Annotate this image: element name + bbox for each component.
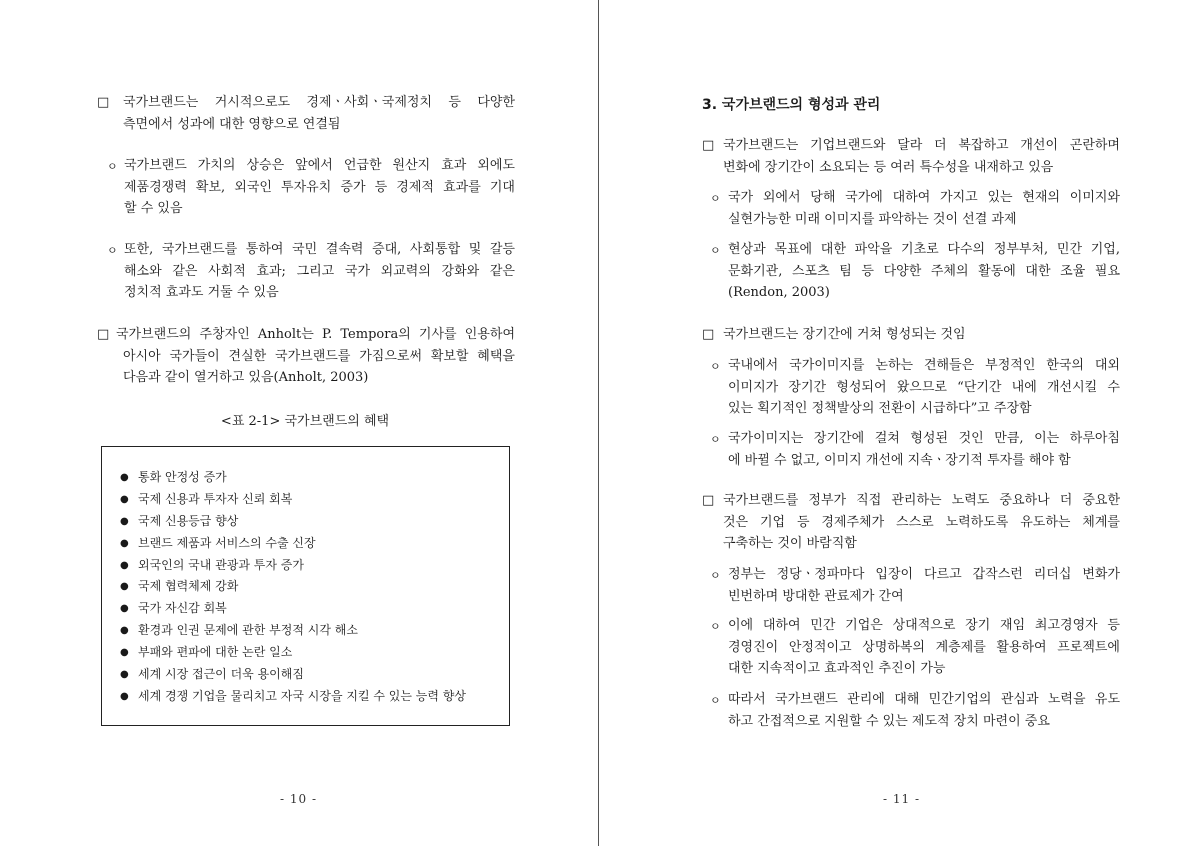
circle-bullet-icon: ㅇ <box>710 569 721 582</box>
bullet-dot-icon: ● <box>120 603 129 615</box>
text-line: 대한 지속적이고 효과적인 추진이 가능 <box>728 661 946 676</box>
bullet-dot-icon: ● <box>120 472 129 483</box>
bullet-dot-icon: ● <box>120 559 129 571</box>
text-line: 에 바뀔 수 없고, 이미지 개선에 지속ㆍ장기적 투자를 해야 함 <box>728 452 1071 468</box>
list-item: ● 부패와 편파에 대한 논란 일소 <box>120 642 466 664</box>
circle-bullet-icon: ㅇ <box>107 244 118 257</box>
text-line: 실현가능한 미래 이미지를 파악하는 것이 선결 과제 <box>728 211 1017 227</box>
page-number: - 11 - <box>883 792 921 806</box>
circle-bullet-icon: ㅇ <box>710 244 721 257</box>
text-line: 현상과 목표에 대한 파악을 기초로 다수의 정부부처, 민간 기업, <box>728 242 1120 257</box>
list-item: ● 세계 시장 접근이 더욱 용이해짐 <box>120 664 466 686</box>
text-line: 정부는 정당ㆍ정파마다 입장이 다르고 갑작스런 리더십 변화가 <box>728 567 1120 582</box>
paragraph-circle <box>710 239 1120 304</box>
text-line: 다음과 같이 열거하고 있음(Anholt, 2003) <box>123 370 369 385</box>
text-line: 국가브랜드의 주창자인 Anholt는 P. Tempora의 기사를 인용하여 <box>116 327 515 342</box>
bullet-dot-icon: ● <box>120 690 129 702</box>
square-bullet-icon: □ <box>702 493 715 508</box>
page-number: - 10 - <box>280 792 318 806</box>
square-bullet-icon: □ <box>702 138 715 153</box>
square-bullet-icon: □ <box>702 327 715 342</box>
list-item: ● 브랜드 제품과 서비스의 수출 신장 <box>120 533 466 555</box>
text-line: 국가이미지는 장기간에 걸쳐 형성된 것인 만큼, 이는 하루아침 <box>728 431 1120 446</box>
list-item: ● 환경과 인권 문제에 관한 부정적 시각 해소 <box>120 620 466 642</box>
bullet-dot-icon: ● <box>120 537 129 549</box>
text-line: 측면에서 성과에 대한 영향으로 연결됨 <box>123 116 341 132</box>
paragraph-circle <box>710 564 1120 607</box>
text-line: 이미지가 장기간 형성되어 왔으므로 “단기간 내에 개선시킬 수 <box>728 379 1120 395</box>
text-line: 할 수 있음 <box>124 201 183 216</box>
paragraph-circle <box>107 239 515 304</box>
paragraph-circle <box>107 155 515 220</box>
paragraph-circle <box>710 689 1120 732</box>
text-line: 국가브랜드는 장기간에 거쳐 형성되는 것임 <box>723 327 966 342</box>
page-left <box>0 0 598 846</box>
section-heading: 3. 국가브랜드의 형성과 관리 <box>702 97 881 113</box>
page-right <box>600 0 1201 846</box>
list-item: ● 국가 자신감 회복 <box>120 598 466 620</box>
circle-bullet-icon: ㅇ <box>710 192 721 205</box>
text-line: 것은 기업 등 경제주체가 스스로 노력하도록 유도하는 체계를 <box>723 514 1120 530</box>
text-line: 하고 간접적으로 지원할 수 있는 제도적 장치 마련이 중요 <box>728 713 1050 729</box>
paragraph-circle <box>710 187 1120 230</box>
paragraph-square <box>702 490 1120 555</box>
circle-bullet-icon: ㅇ <box>710 433 721 446</box>
text-line: 해소와 같은 사회적 효과; 그리고 국가 외교력의 강화와 같은 <box>124 263 515 279</box>
page-divider <box>598 0 599 846</box>
paragraph-square <box>97 92 515 135</box>
paragraph-square <box>97 324 515 389</box>
text-line: 변화에 장기간이 소요되는 등 여러 특수성을 내재하고 있음 <box>723 159 1054 175</box>
bullet-dot-icon: ● <box>120 669 129 681</box>
text-line: 따라서 국가브랜드 관리에 대해 민간기업의 관심과 노력을 유도 <box>728 692 1120 707</box>
text-line: 국내에서 국가이미지를 논하는 견해들은 부정적인 한국의 대외 <box>728 358 1120 373</box>
circle-bullet-icon: ㅇ <box>710 620 721 633</box>
text-line: 또한, 국가브랜드를 통하여 국민 결속력 증대, 사회통합 및 갈등 <box>124 242 515 257</box>
text-line: 국가브랜드는 기업브랜드와 달라 더 복잡하고 개선이 곤란하며 <box>723 138 1120 153</box>
list-item: ● 세계 경쟁 기업을 물리치고 자국 시장을 지킬 수 있는 능력 향상 <box>120 686 466 708</box>
square-bullet-icon: □ <box>97 327 110 342</box>
text-line: 경영진이 안정적이고 상명하복의 계층제를 활용하여 프로젝트에 <box>728 639 1120 655</box>
text-line: 국가브랜드 가치의 상승은 앞에서 언급한 원산지 효과 외에도 <box>124 158 515 173</box>
table-caption: <표 2-1> 국가브랜드의 혜택 <box>220 414 390 429</box>
paragraph-circle <box>710 615 1120 680</box>
circle-bullet-icon: ㅇ <box>107 160 118 173</box>
paragraph-circle <box>710 355 1120 420</box>
bullet-dot-icon: ● <box>120 647 129 659</box>
list-item: ● 국제 협력체제 강화 <box>120 576 466 598</box>
paragraph-square <box>702 324 1120 346</box>
list-item: ● 통화 안정성 증가 <box>120 467 466 489</box>
text-line: 문화기관, 스포츠 팀 등 다양한 주체의 활동에 대한 조율 필요 <box>728 263 1120 279</box>
text-line: 국가브랜드를 정부가 직접 관리하는 노력도 중요하나 더 중요한 <box>723 493 1120 508</box>
text-line: (Rendon, 2003) <box>728 285 830 300</box>
bullet-dot-icon: ● <box>120 625 129 637</box>
list-item: ● 국제 신용등급 향상 <box>120 511 466 533</box>
bullet-dot-icon: ● <box>120 581 129 593</box>
circle-bullet-icon: ㅇ <box>710 694 721 707</box>
list-item: ● 국제 신용과 투자자 신뢰 회복 <box>120 489 466 511</box>
text-line: 제품경쟁력 확보, 외국인 투자유치 증가 등 경제적 효과를 기대 <box>124 179 515 195</box>
text-line: 있는 획기적인 정책발상의 전환이 시급하다”고 주장함 <box>728 401 1032 416</box>
text-line: 구축하는 것이 바람직함 <box>723 536 857 551</box>
list-item: ● 외국인의 국내 관광과 투자 증가 <box>120 555 466 577</box>
text-line: 이에 대하여 민간 기업은 상대적으로 장기 재임 최고경영자 등 <box>728 618 1120 633</box>
text-line: 아시아 국가들이 견실한 국가브랜드를 가짐으로써 확보할 혜택을 <box>123 348 515 364</box>
paragraph-circle <box>710 428 1120 471</box>
paragraph-square <box>702 135 1120 178</box>
text-line: 정치적 효과도 거둘 수 있음 <box>124 285 279 300</box>
text-line: 국가브랜드는 거시적으로도 경제ㆍ사회ㆍ국제정치 등 다양한 <box>123 95 515 110</box>
square-bullet-icon: □ <box>97 95 110 110</box>
circle-bullet-icon: ㅇ <box>710 360 721 373</box>
text-line: 빈번하며 방대한 관료제가 간여 <box>728 588 904 604</box>
bullet-dot-icon: ● <box>120 515 129 527</box>
text-line: 국가 외에서 당해 국가에 대하여 가지고 있는 현재의 이미지와 <box>728 190 1120 205</box>
bullet-dot-icon: ● <box>120 493 129 505</box>
benefits-list <box>120 467 466 708</box>
benefits-box <box>101 446 510 726</box>
